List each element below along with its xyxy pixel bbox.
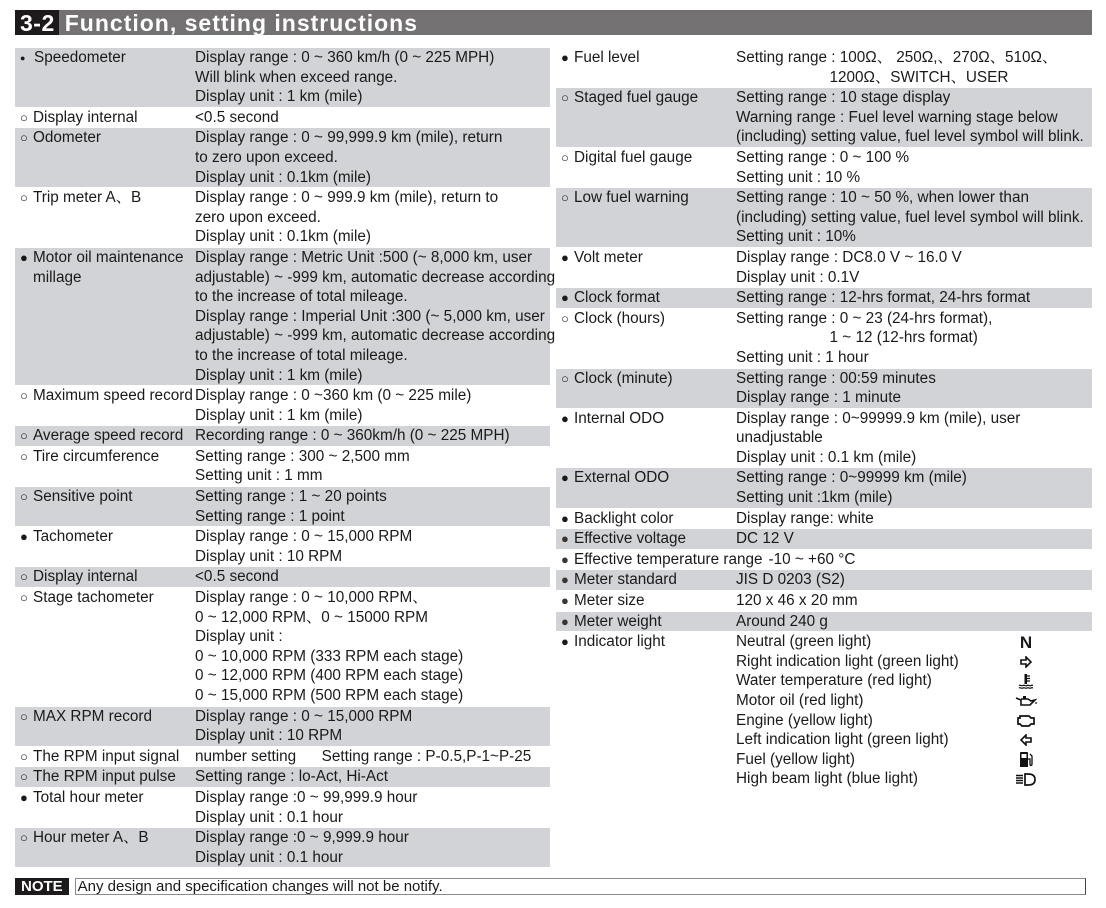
spec-label [15,567,195,587]
hollow-bullet-icon: ○ [20,130,28,146]
spec-row-digital-fuel-gauge [556,148,1092,187]
spec-value-line: DC 12 V [736,530,794,548]
note-text: Any design and specification changes will not be notify. [75,878,1086,895]
spec-row-sensitive-point [15,487,550,526]
hollow-bullet-icon: ○ [20,708,28,724]
spec-label [15,386,195,425]
spec-row-speedometer [15,48,550,107]
spec-value-line: Display unit : 10 RPM [195,727,343,745]
right-spec-column [556,48,1092,790]
hollow-bullet-icon: ○ [561,149,569,165]
spec-label [15,747,195,767]
solid-bullet-icon: ● [561,613,569,629]
spec-value [736,409,1092,468]
spec-value-line: Setting range : 0~99999 km (mile) [736,469,967,487]
spec-value [736,188,1092,247]
hollow-bullet-icon: ○ [561,310,569,326]
spec-value [195,567,550,587]
spec-value [195,188,550,247]
spec-label [556,188,736,247]
high-beam-icon [1011,769,1041,789]
spec-label [15,707,195,746]
spec-value [195,487,550,526]
spec-label-text: Trip meter A、B [33,189,142,207]
spec-value-line: JIS D 0203 (S2) [736,571,845,589]
hollow-bullet-icon: ○ [20,428,28,444]
spec-row-hour-meter-a-b [15,828,550,867]
spec-value [769,550,1093,570]
spec-row-clock-format [556,288,1092,308]
spec-label [15,128,195,187]
indicator-item [736,711,1092,731]
right-arrow-icon [1011,652,1041,672]
spec-value-line: Setting range : 10 ~ 50 %, when lower than [736,189,1029,207]
spec-value-line: Setting unit : 1 mm [195,467,323,485]
spec-label [15,426,195,446]
indicator-item [736,691,1092,711]
spec-label-text: Clock format [574,289,660,307]
spec-label-text: Indicator light [574,633,665,651]
spec-value-line: 120 x 46 x 20 mm [736,592,858,610]
hollow-bullet-icon: ○ [20,489,28,505]
solid-bullet-icon: ● [561,634,569,650]
hollow-bullet-icon: ○ [561,190,569,206]
spec-row-display-internal [15,567,550,587]
spec-label [15,188,195,247]
spec-value-line: Display unit : 0.1 km (mile) [736,448,917,466]
spec-label-text: Tire circumference [33,447,160,465]
spec-value-line: Display unit : 0.1V [736,268,860,286]
section-header [15,10,1092,35]
hollow-bullet-icon: ○ [20,830,28,846]
spec-value-line: Display range : 1 minute [736,389,901,407]
spec-value-line: Setting unit : 10% [736,228,856,246]
left-spec-column [15,48,556,868]
spec-label-text: Volt meter [574,248,643,266]
section-number: 3-2 [15,10,59,35]
solid-bullet-icon: ● [561,410,569,426]
spec-value [195,48,550,107]
spec-label-text: Odometer [33,129,102,147]
solid-bullet-icon: ● [561,593,569,609]
spec-value-line: Setting unit :1km (mile) [736,489,893,507]
spec-value [195,426,550,446]
spec-value-line: Display range : 0 ~ 360 km/h (0 ~ 225 MPH) [195,49,495,66]
spec-label-text: The RPM input pulse [33,768,176,786]
spec-value-line: Display range : 0~99999.9 km (mile), user [736,409,1021,427]
spec-value-line: Display unit : 0.1 hour [195,848,343,866]
spec-label [15,248,195,385]
spec-row-max-rpm-record [15,707,550,746]
spec-label-text: The RPM input signal [33,747,180,765]
spec-label [15,788,195,827]
spec-label-text: Sensitive point [33,488,133,506]
spec-row-external-odo [556,468,1092,507]
spec-label [556,612,736,632]
spec-value-line: zero upon exceed. [195,208,321,226]
spec-value-line: Display range : DC8.0 V ~ 16.0 V [736,248,962,266]
spec-row-meter-weight [556,612,1092,632]
spec-label-text: Display internal [33,108,138,126]
spec-value [736,248,1092,287]
spec-value [195,707,550,746]
indicator-item-text: Motor oil (red light) [736,692,864,709]
spec-value-line: Setting range : 1 point [195,507,345,525]
spec-value-line: number setting Setting range : P-0.5,P-1~P-25 [195,747,532,765]
hollow-bullet-icon: ○ [20,388,28,404]
indicator-item-text: Neutral (green light) [736,633,872,651]
solid-bullet-icon: ● [561,551,569,567]
spec-label-text-cont: millage [33,268,82,286]
hollow-bullet-icon: ○ [20,190,28,206]
spec-value [736,288,1092,308]
spec-label-text: Tachometer [33,528,113,546]
spec-value-line: (including) setting value, fuel level symbol will blink. [736,128,1084,146]
spec-value-line: Setting range : 300 ~ 2,500 mm [195,447,410,465]
spec-value-line: Display range: white [736,509,874,527]
indicator-item [736,750,1092,770]
spec-value-line: (including) setting value, fuel level symbol will blink. [736,208,1084,226]
indicator-item-text: Fuel (yellow light) [736,750,856,768]
spec-value-line: Display range : 0 ~ 15,000 RPM [195,528,413,546]
spec-label-text: Motor oil maintenance [33,248,184,266]
spec-row-fuel-level [556,48,1092,87]
oil-can-icon [1011,691,1041,711]
spec-value-line: Display unit : 0.1km (mile) [195,168,371,186]
spec-label [556,409,736,468]
solid-bullet-icon: ● [561,531,569,547]
section-title: Function, setting instructions [64,9,419,36]
solid-bullet-icon: ● [561,249,569,265]
spec-label [556,48,736,87]
spec-row-odometer [15,128,550,187]
spec-value-line: Display range : Imperial Unit :300 (~ 5,000 km, user [195,307,545,325]
left-arrow-icon [1011,730,1041,750]
spec-label-text: Effective voltage [574,530,686,548]
spec-value-line: unadjustable [736,429,823,447]
hollow-bullet-icon: ○ [20,569,28,585]
spec-label-text: Display internal [33,568,138,586]
spec-value-line: <0.5 second [195,108,279,126]
spec-label-text: Speedometer [34,49,126,66]
spec-label [15,767,195,787]
spec-row-the-rpm-input-pulse [15,767,550,787]
spec-value-line: Setting range : 12-hrs format, 24-hrs format [736,289,1031,307]
spec-label [15,48,195,107]
spec-label-text: Fuel level [574,49,640,66]
indicator-item-text: Left indication light (green light) [736,731,949,749]
spec-value-line: Display range : 0 ~ 15,000 RPM [195,707,413,725]
spec-label-text: Meter weight [574,612,662,630]
spec-row-trip-meter-a-b [15,188,550,247]
fuel-pump-icon [1011,750,1041,770]
spec-value [736,570,1092,590]
spec-value-line: adjustable) ~ -999 km, automatic decrease according [195,327,556,345]
note-tag: NOTE [15,878,69,895]
hollow-bullet-icon: ○ [561,90,569,106]
spec-value-line: Setting range : 0 ~ 100 % [736,148,910,166]
spec-label-text: Internal ODO [574,409,665,427]
spec-value [195,248,555,385]
spec-label-text: Clock (hours) [574,309,665,327]
spec-value [736,591,1092,611]
spec-label [556,591,736,611]
spec-label [15,487,195,526]
spec-value-line: Display range : 0 ~ 99,999.9 km (mile), return [195,129,503,147]
spec-value-line: Display range : 0 ~360 km (0 ~ 225 mile) [195,387,472,405]
spec-value-line: Setting range : lo-Act, Hi-Act [195,768,388,786]
spec-label [556,88,736,147]
spec-label-text: Total hour meter [33,788,144,806]
spec-row-maximum-speed-record [15,386,550,425]
spec-value-line: Display range : 0 ~ 10,000 RPM、 [195,589,428,607]
spec-label [15,588,195,706]
spec-label-text: Effective temperature range [574,550,763,568]
spec-label [556,570,736,590]
spec-row-stage-tachometer [15,588,550,706]
note [15,878,1086,895]
spec-value [195,447,550,486]
spec-value-line: Display unit : 0.1km (mile) [195,228,371,246]
spec-value-line: 1 ~ 12 (12-hrs format) [736,329,978,347]
spec-row-backlight-color [556,509,1092,529]
spec-value [195,386,550,425]
spec-value [195,108,550,128]
spec-value-line: 0 ~ 12,000 RPM、0 ~ 15000 RPM [195,608,428,626]
spec-label [556,529,736,549]
spec-value-line: Recording range : 0 ~ 360km/h (0 ~ 225 MPH) [195,427,510,445]
spec-value-line: <0.5 second [195,568,279,586]
spec-row-low-fuel-warning [556,188,1092,247]
spec-label-text: Hour meter A、B [33,829,149,847]
spec-value-line: to zero upon exceed. [195,148,338,166]
solid-bullet-icon: ● [561,50,569,65]
spec-value-line: Display unit : 10 RPM [195,547,343,565]
spec-label [556,148,736,187]
spec-row-tire-circumference [15,447,550,486]
water-temperature-icon [1011,671,1041,691]
spec-value-line: Display unit : 1 km (mile) [195,366,363,384]
solid-bullet-icon: ● [20,529,28,545]
spec-value-line: Setting range : 0 ~ 23 (24-hrs format), [736,309,993,327]
spec-label-text: Backlight color [574,509,674,527]
spec-row-tachometer [15,527,550,566]
spec-value-line: 1200Ω、SWITCH、USER [736,68,1009,86]
neutral-icon: N [1019,632,1033,652]
spec-value-line: Setting range : 10 stage display [736,89,951,107]
spec-value-line: Display range : 0 ~ 999.9 km (mile), return to [195,189,499,207]
spec-value-line: Warning range : Fuel level warning stage below [736,108,1058,126]
spec-label [15,828,195,867]
spec-value-line: 0 ~ 10,000 RPM (333 RPM each stage) [195,647,464,665]
spec-value-line: Setting unit : 10 % [736,168,861,186]
spec-value-line: Display range :0 ~ 9,999.9 hour [195,829,409,847]
spec-label-text: Clock (minute) [574,369,673,387]
spec-label [556,509,736,529]
spec-value-line: Display range : Metric Unit :500 (~ 8,000 km, user [195,248,533,266]
spec-value [195,747,550,767]
spec-label [556,248,736,287]
hollow-bullet-icon: ○ [20,590,28,606]
spec-value [736,148,1092,187]
indicator-item [736,769,1092,789]
indicator-item-text: Engine (yellow light) [736,711,873,729]
spec-row-internal-odo [556,409,1092,468]
spec-value [195,128,550,187]
spec-label-text: Average speed record [33,427,184,445]
hollow-bullet-icon: ○ [20,748,28,764]
spec-value-line: Setting range : 00:59 minutes [736,369,936,387]
solid-bullet-icon: ● [20,249,28,265]
spec-value [736,612,1092,632]
spec-value-line: to the increase of total mileage. [195,346,408,364]
spec-row-motor-oil-maintenance [15,248,556,385]
spec-value-line: Will blink when exceed range. [195,68,398,86]
spec-row-staged-fuel-gauge [556,88,1092,147]
spec-label-text: Meter size [574,592,645,610]
spec-value [736,529,1092,549]
solid-bullet-icon: ● [561,470,569,486]
spec-row-indicator-light [556,632,1092,789]
spec-value-line: 0 ~ 15,000 RPM (500 RPM each stage) [195,687,464,704]
spec-label-text: Stage tachometer [33,589,154,607]
spec-value-line: Setting unit : 1 hour [736,348,869,366]
spec-row-effective-temperature-range [556,550,1092,570]
spec-value [736,509,1092,529]
hollow-bullet-icon: ○ [20,109,28,125]
solid-bullet-icon: ● [561,510,569,526]
spec-label-text: Staged fuel gauge [574,89,699,107]
spec-value [195,828,550,867]
solid-bullet-icon: ● [561,572,569,588]
spec-row-the-rpm-input-signal [15,747,550,767]
spec-label-text: External ODO [574,469,670,487]
hollow-bullet-icon: ○ [20,448,28,464]
spec-row-display-internal [15,108,550,128]
spec-value [736,468,1092,507]
spec-label [556,632,736,789]
spec-row-average-speed-record [15,426,550,446]
spec-label-text: Meter standard [574,571,677,589]
spec-value-line: Setting range : 100Ω、 250Ω,、270Ω、510Ω、 [736,49,1058,66]
spec-label [556,309,736,368]
indicator-item-text: High beam light (blue light) [736,770,918,788]
solid-bullet-icon: ● [20,53,26,63]
spec-label-text: MAX RPM record [33,707,152,725]
indicator-item-text: Right indication light (green light) [736,652,959,670]
spec-label [556,468,736,507]
spec-label-text: Maximum speed record [33,387,193,405]
solid-bullet-icon: ● [561,290,569,306]
spec-value-line: adjustable) ~ -999 km, automatic decrease according [195,268,556,286]
spec-label [15,447,195,486]
spec-value [195,588,550,706]
spec-value [736,48,1092,87]
spec-value-line: Setting range : 1 ~ 20 points [195,488,387,506]
indicator-list [736,632,1092,789]
spec-value-line: Display unit : 0.1 hour [195,808,343,826]
engine-icon [1011,711,1041,731]
indicator-item [736,730,1092,750]
spec-label-text: Low fuel warning [574,189,689,207]
spec-value-line: 0 ~ 12,000 RPM (400 RPM each stage) [195,667,464,685]
solid-bullet-icon: ● [20,789,28,805]
spec-label [15,527,195,566]
spec-value-line: Display unit : 1 km (mile) [195,406,363,424]
spec-label [15,108,195,128]
indicator-item [736,671,1092,691]
spec-row-meter-standard [556,570,1092,590]
spec-value-line: Around 240 g [736,612,828,630]
spec-value [736,88,1092,147]
spec-row-clock-minute [556,369,1092,408]
spec-value-line: Display range :0 ~ 99,999.9 hour [195,788,418,806]
spec-value [195,527,550,566]
spec-value [736,369,1092,408]
hollow-bullet-icon: ○ [20,769,28,785]
spec-value [195,767,550,787]
indicator-item [736,632,1092,652]
spec-value [195,788,550,827]
spec-label-text: Digital fuel gauge [574,148,693,166]
spec-row-total-hour-meter [15,788,550,827]
spec-value-line: to the increase of total mileage. [195,288,408,306]
spec-row-meter-size [556,591,1092,611]
spec-value-line: Display unit : 1 km (mile) [195,88,363,106]
spec-label [556,550,769,570]
spec-row-effective-voltage [556,529,1092,549]
spec-value-line: -10 ~ +60 °C [768,550,856,568]
spec-label [556,288,736,308]
spec-value-line: Display unit : [195,628,283,646]
spec-value [736,309,1092,368]
spec-row-clock-hours [556,309,1092,368]
spec-row-volt-meter [556,248,1092,287]
spec-label [556,369,736,408]
hollow-bullet-icon: ○ [561,370,569,386]
indicator-item-text: Water temperature (red light) [736,672,932,690]
indicator-item [736,652,1092,672]
